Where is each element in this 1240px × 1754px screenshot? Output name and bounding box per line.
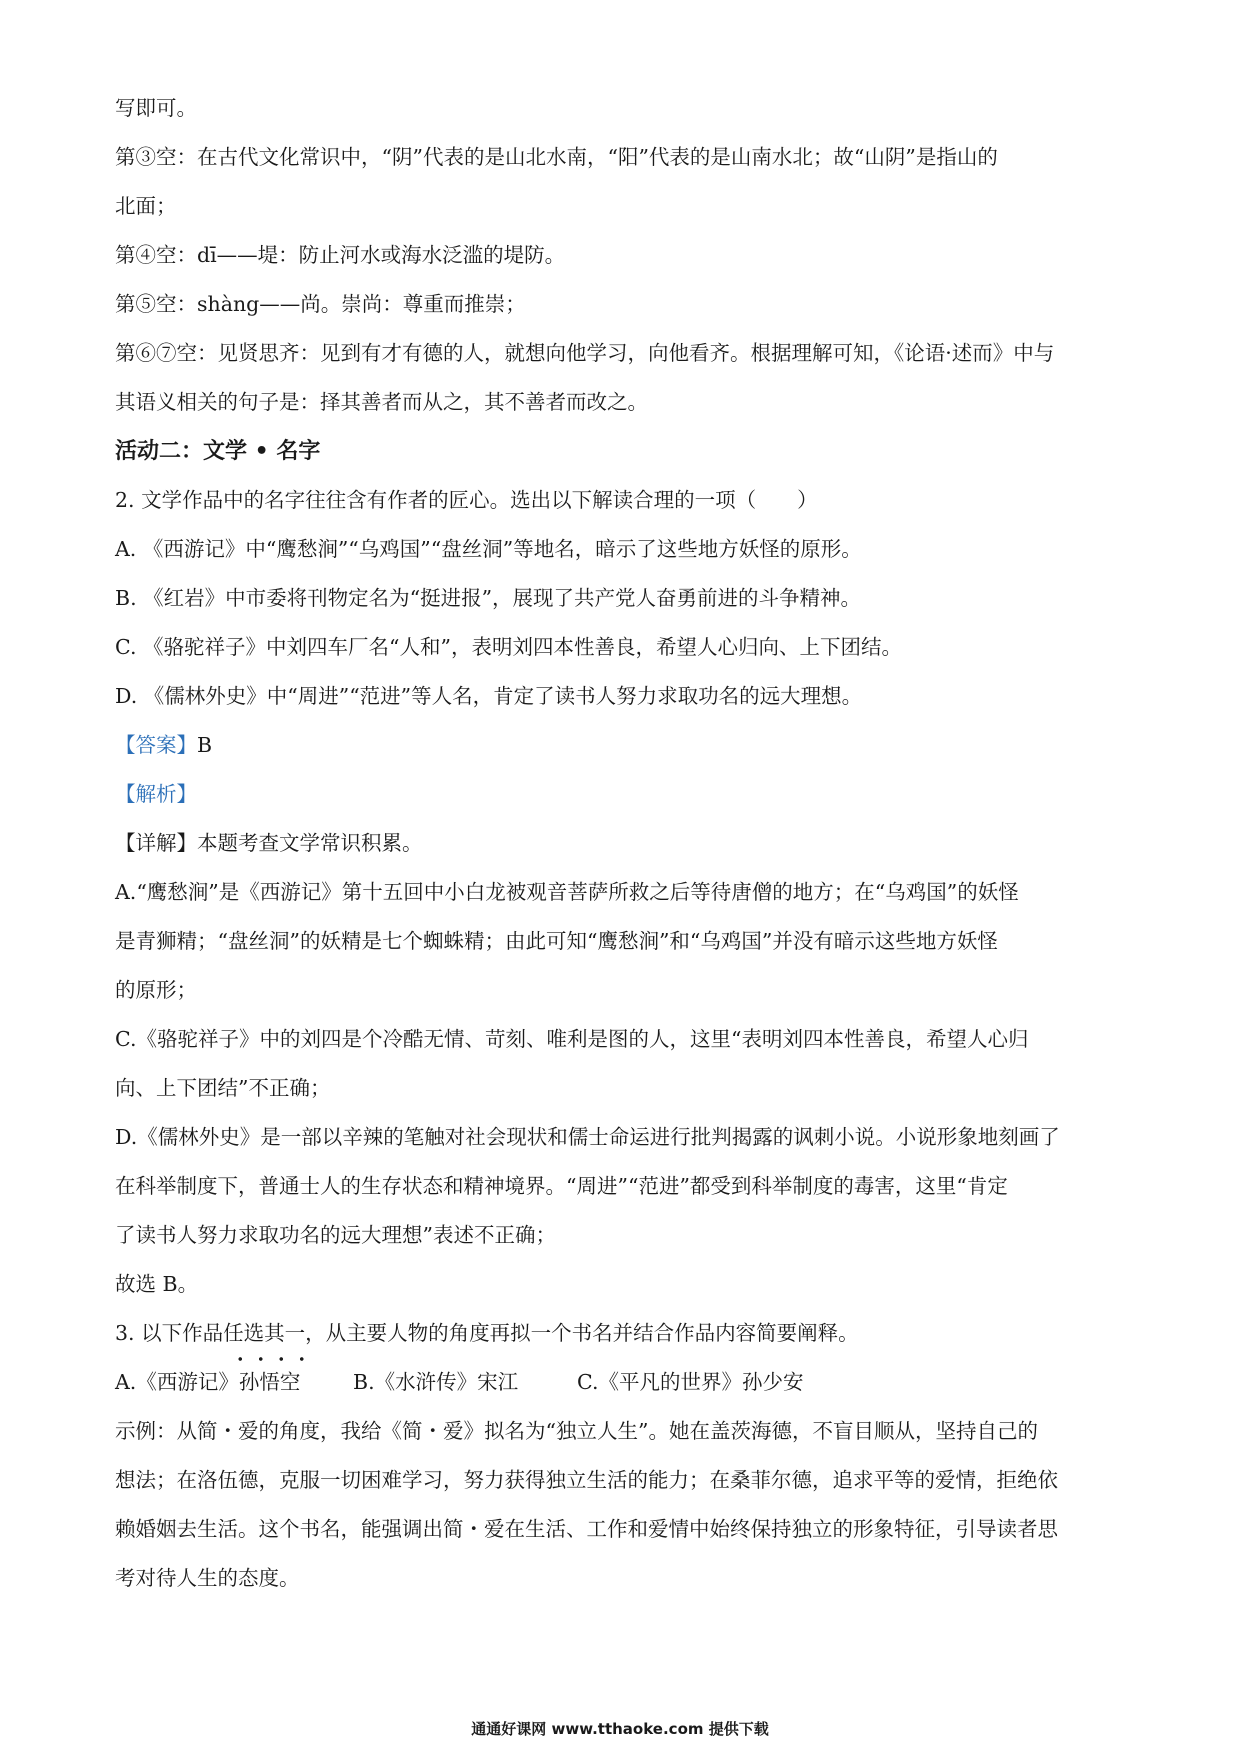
emphasized-text: 任选其一 [223,1309,305,1358]
section-heading: 活动二：文学 • 名字 [115,439,321,464]
explanation-line: C.《骆驼祥子》中的刘四是个冷酷无情、苛刻、唯利是图的人，这里“表明刘四本性善良，希望人心归 [115,1027,1029,1051]
example-line: 示例：从简・爱的角度，我给《简・爱》拟名为“独立人生”。她在盖茨海德，不盲目顺从，坚持自己的 [115,1419,1038,1443]
option-a: A. 《西游记》中“鹰愁涧”“乌鸡国”“盘丝洞”等地名，暗示了这些地方妖怪的原形。 [115,537,862,561]
option-c: C. 《骆驼祥子》中刘四车厂名“人和”，表明刘四本性善良，希望人心归向、上下团结。 [115,635,902,659]
explanation-line: A.“鹰愁涧”是《西游记》第十五回中小白龙被观音菩萨所救之后等待唐僧的地方；在“乌鸡国”的妖怪 [115,880,1019,904]
answer-tag: 【答案】 [115,733,197,757]
option-b: B. 《红岩》中市委将刊物定名为“挺进报”，展现了共产党人奋勇前进的斗争精神。 [115,586,862,610]
page-content [115,84,1135,1603]
explanation-line: D.《儒林外史》是一部以辛辣的笔触对社会现状和儒士命运进行批判揭露的讽刺小说。小说形象地刻画了 [115,1125,1060,1149]
options-row [115,1358,1135,1407]
explanation-line: 是青狮精；“盘丝洞”的妖精是七个蜘蛛精；由此可知“鹰愁涧”和“乌鸡国”并没有暗示这些地方妖怪 [115,929,998,953]
question-stem [115,1309,1135,1358]
analysis-tag: 【解析】 [115,782,197,806]
page-footer: 通通好课网 www.tthaoke.com 提供下载 [471,1720,769,1738]
answer-value: B [197,733,213,757]
text-line: 第⑥⑦空：见贤思齐：见到有才有德的人，就想向他学习，向他看齐。根据理解可知，《论语·述而》中与 [115,341,1055,365]
text-line: 写即可。 [115,96,197,120]
text-line: 第④空：dī——堤：防止河水或海水泛滥的堤防。 [115,243,566,267]
explanation-line: 了读书人努力求取功名的远大理想”表述不正确； [115,1223,556,1247]
text-line: 其语义相关的句子是：择其善者而从之，其不善者而改之。 [115,390,648,414]
stem-text: ，从主要人物的角度再拟一个书名并结合作品内容简要阐释。 [305,1321,859,1345]
example-line: 赖婚姻去生活。这个书名，能强调出简・爱在生活、工作和爱情中始终保持独立的形象特征，引导读者思 [115,1517,1058,1541]
analysis-line [115,770,1135,819]
answer-line [115,721,1135,770]
explanation-line: 的原形； [115,978,197,1002]
option-b: B.《水浒传》宋江 [353,1370,519,1394]
explanation-line: 故选 B。 [115,1272,199,1296]
option-a: A.《西游记》孙悟空 [115,1370,301,1394]
explanation-line: 向、上下团结”不正确； [115,1076,331,1100]
option-c: C.《平凡的世界》孙少安 [577,1370,804,1394]
emphasis-dots [223,1356,305,1362]
example-line: 想法；在洛伍德，克服一切困难学习，努力获得独立生活的能力；在桑菲尔德，追求平等的爱情，拒绝依 [115,1468,1058,1492]
detail-line: 【详解】本题考查文学常识积累。 [115,831,423,855]
option-d: D. 《儒林外史》中“周进”“范进”等人名，肯定了读书人努力求取功名的远大理想。 [115,684,863,708]
stem-text: 3. 以下作品 [115,1321,224,1345]
text-line: 第③空：在古代文化常识中，“阴”代表的是山北水南，“阳”代表的是山南水北；故“山阴”是指山的 [115,145,998,169]
example-line: 考对待人生的态度。 [115,1566,300,1590]
text-line: 第⑤空：shàng——尚。崇尚：尊重而推崇； [115,292,526,316]
text-line: 北面； [115,194,177,218]
question-stem: 2. 文学作品中的名字往往含有作者的匠心。选出以下解读合理的一项（ ） [115,488,818,512]
explanation-line: 在科举制度下，普通士人的生存状态和精神境界。“周进”“范进”都受到科举制度的毒害，这里“肯定 [115,1174,1008,1198]
